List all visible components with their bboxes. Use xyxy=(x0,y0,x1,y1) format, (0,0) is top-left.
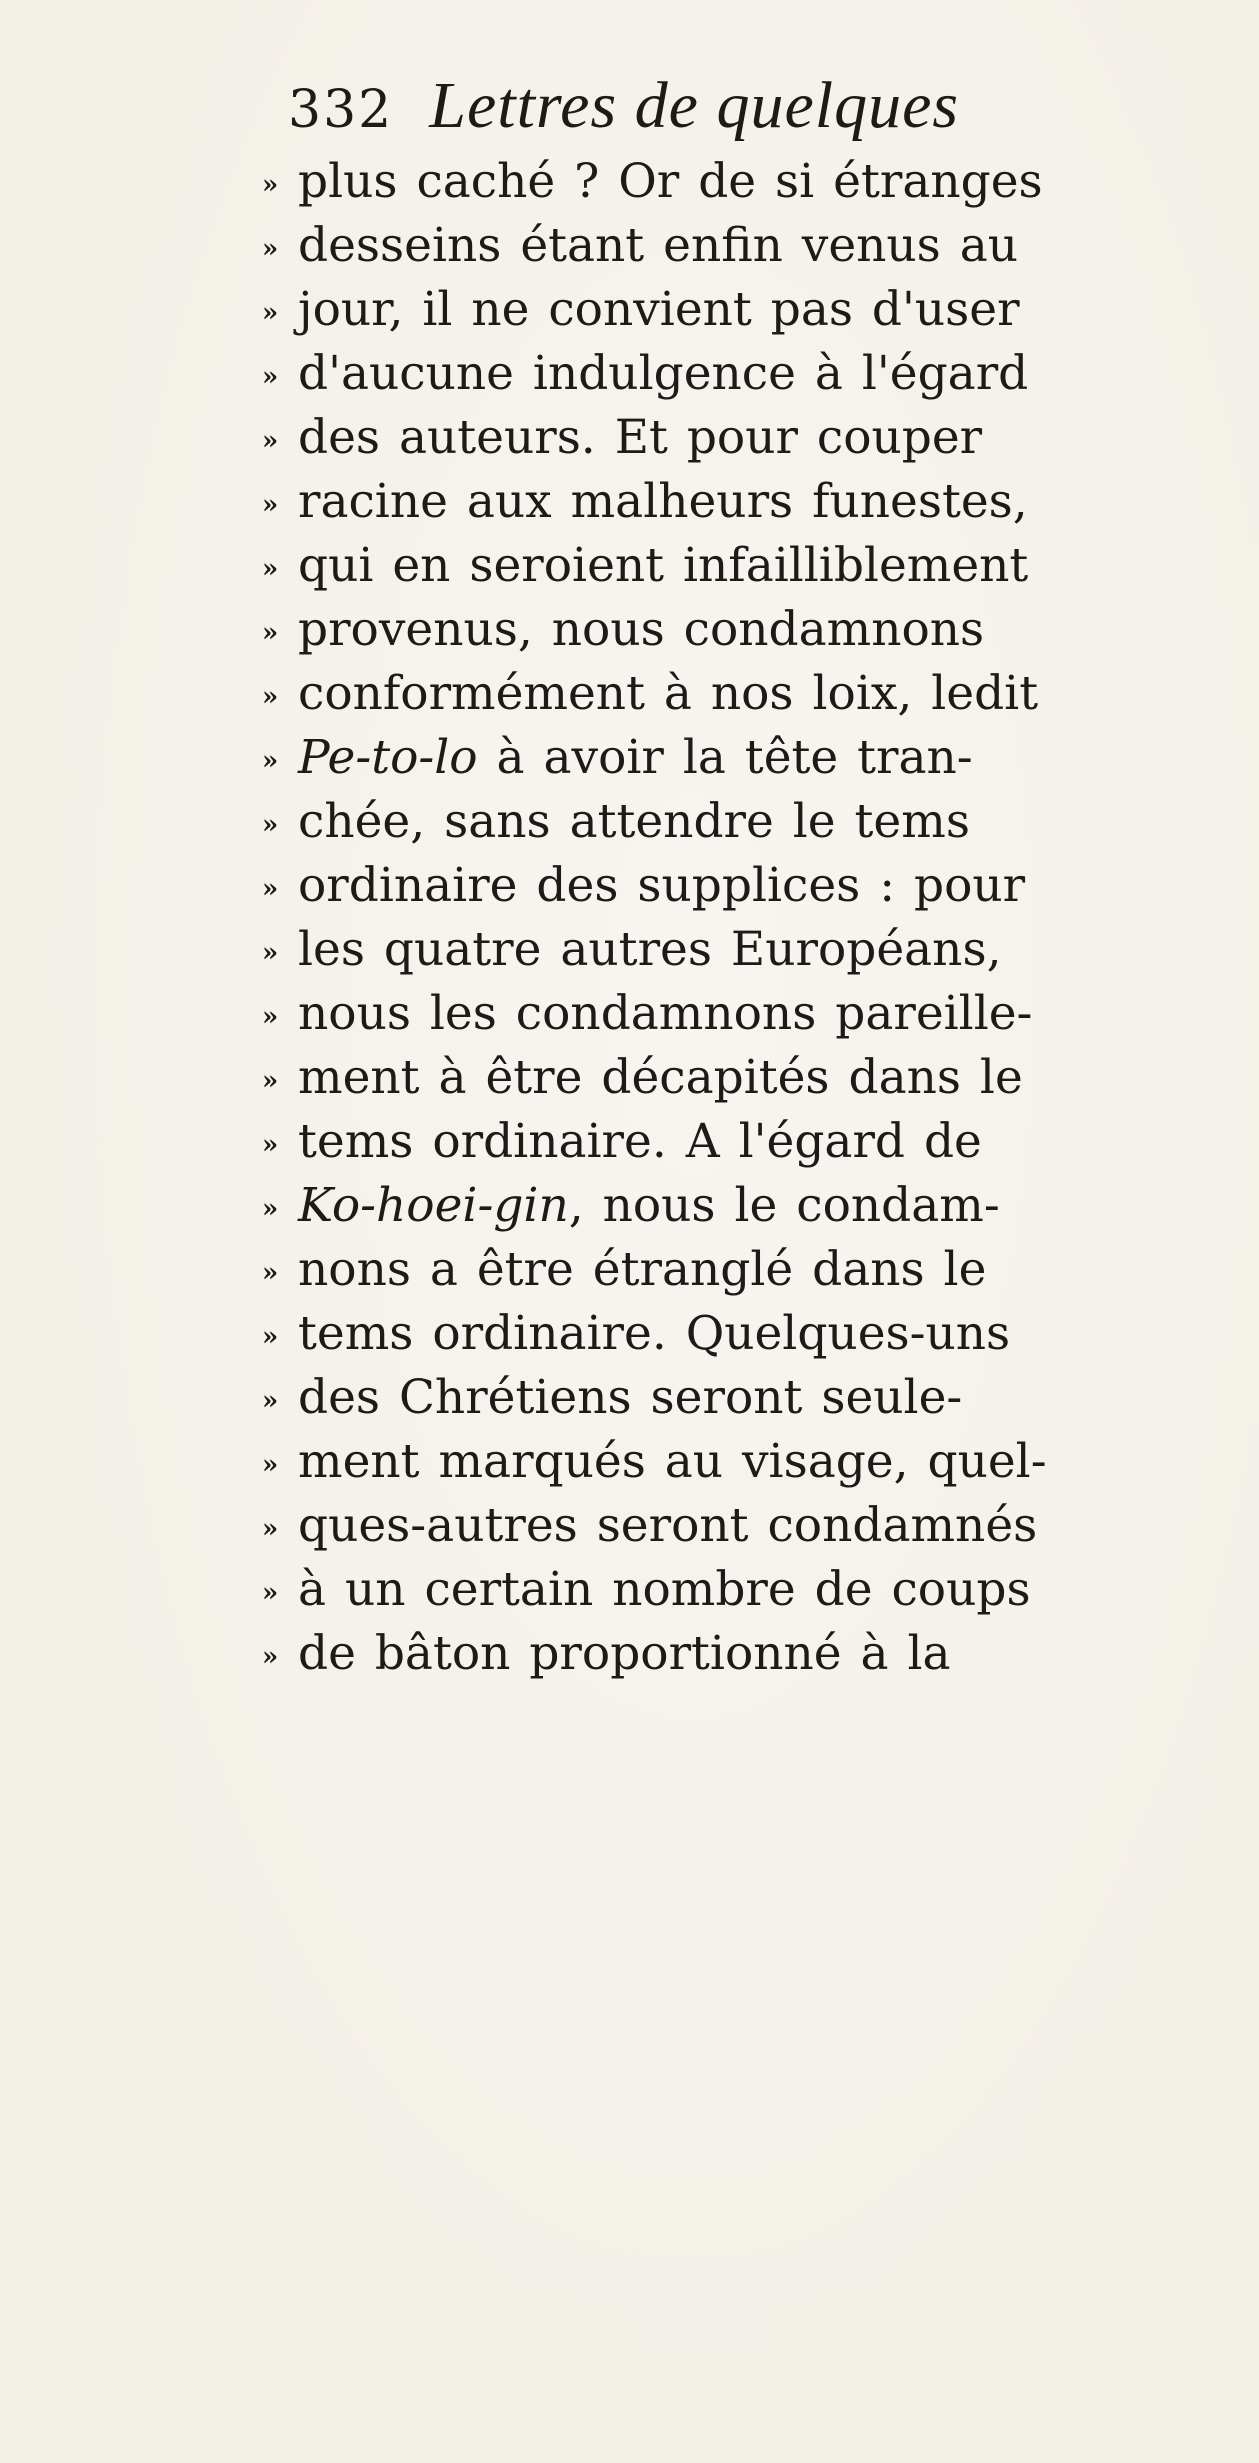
line-text: plus caché ? Or de si étranges xyxy=(298,154,1043,209)
quote-mark: » xyxy=(262,170,279,200)
text-line xyxy=(262,1558,1222,1622)
quote-mark: » xyxy=(262,1322,279,1352)
text-line xyxy=(262,406,1222,470)
text-line xyxy=(262,1494,1222,1558)
line-text: à un certain nombre de coups xyxy=(298,1562,1031,1617)
line-text: tems ordinaire. A l'égard de xyxy=(298,1114,982,1169)
line-text: les quatre autres Européans, xyxy=(298,922,1002,977)
line-text: conformément à nos loix, ledit xyxy=(298,666,1039,721)
line-text: des auteurs. Et pour couper xyxy=(298,410,983,465)
text-line xyxy=(262,598,1222,662)
text-line xyxy=(262,534,1222,598)
line-text: tems ordinaire. Quelques-uns xyxy=(298,1306,1011,1361)
text-body xyxy=(262,150,1222,1686)
text-line xyxy=(262,214,1222,278)
line-text: ordinaire des supplices : pour xyxy=(298,858,1026,913)
quote-mark: » xyxy=(262,490,279,520)
text-line xyxy=(262,470,1222,534)
text-line xyxy=(262,1174,1222,1238)
quote-mark: » xyxy=(262,554,279,584)
text-line xyxy=(262,1110,1222,1174)
quote-mark: » xyxy=(262,1578,279,1608)
text-line xyxy=(262,854,1222,918)
line-text: d'aucune indulgence à l'égard xyxy=(298,346,1029,401)
quote-mark: » xyxy=(262,426,279,456)
line-text: ques-autres seront condamnés xyxy=(298,1498,1038,1553)
line-text: des Chrétiens seront seule- xyxy=(298,1370,963,1425)
page-number: 332 xyxy=(288,80,394,140)
running-head xyxy=(288,68,959,148)
quote-mark: » xyxy=(262,1642,279,1672)
text-line xyxy=(262,1302,1222,1366)
text-line xyxy=(262,278,1222,342)
line-text: de bâton proportionné à la xyxy=(298,1626,951,1681)
text-line xyxy=(262,790,1222,854)
line-text: ment à être décapités dans le xyxy=(298,1050,1023,1105)
text-line xyxy=(262,1046,1222,1110)
quote-mark: » xyxy=(262,1258,279,1288)
text-line xyxy=(262,982,1222,1046)
quote-mark: » xyxy=(262,1130,279,1160)
line-text: chée, sans attendre le tems xyxy=(298,794,970,849)
line-text: qui en seroient infailliblement xyxy=(298,538,1029,593)
line-text: racine aux malheurs funestes, xyxy=(298,474,1028,529)
line-text: nous les condamnons pareille- xyxy=(298,986,1033,1041)
line-text-rest: , nous le condam- xyxy=(568,1178,1000,1233)
quote-mark: » xyxy=(262,1066,279,1096)
text-line xyxy=(262,1622,1222,1686)
proper-name: Ko-hoei-gin xyxy=(298,1178,569,1233)
text-line xyxy=(262,662,1222,726)
proper-name: Pe-to-lo xyxy=(298,730,478,785)
line-text: nons a être étranglé dans le xyxy=(298,1242,987,1297)
line-text: jour, il ne convient pas d'user xyxy=(298,282,1020,337)
text-line xyxy=(262,918,1222,982)
quote-mark: » xyxy=(262,1386,279,1416)
quote-mark: » xyxy=(262,746,279,776)
line-text: ment marqués au visage, quel- xyxy=(298,1434,1047,1489)
text-line xyxy=(262,726,1222,790)
quote-mark: » xyxy=(262,618,279,648)
quote-mark: » xyxy=(262,1450,279,1480)
line-text xyxy=(298,1174,1000,1238)
quote-mark: » xyxy=(262,1514,279,1544)
line-text xyxy=(298,726,973,790)
text-line xyxy=(262,1366,1222,1430)
quote-mark: » xyxy=(262,874,279,904)
quote-mark: » xyxy=(262,938,279,968)
quote-mark: » xyxy=(262,362,279,392)
quote-mark: » xyxy=(262,298,279,328)
text-line xyxy=(262,1430,1222,1494)
text-line xyxy=(262,150,1222,214)
line-text-rest: à avoir la tête tran- xyxy=(477,730,973,785)
text-line xyxy=(262,1238,1222,1302)
quote-mark: » xyxy=(262,1002,279,1032)
line-text: provenus, nous condamnons xyxy=(298,602,985,657)
running-title: Lettres de quelques xyxy=(429,69,960,142)
quote-mark: » xyxy=(262,682,279,712)
quote-mark: » xyxy=(262,810,279,840)
quote-mark: » xyxy=(262,234,279,264)
line-text: desseins étant enfin venus au xyxy=(298,218,1019,273)
text-line xyxy=(262,342,1222,406)
quote-mark: » xyxy=(262,1194,279,1224)
